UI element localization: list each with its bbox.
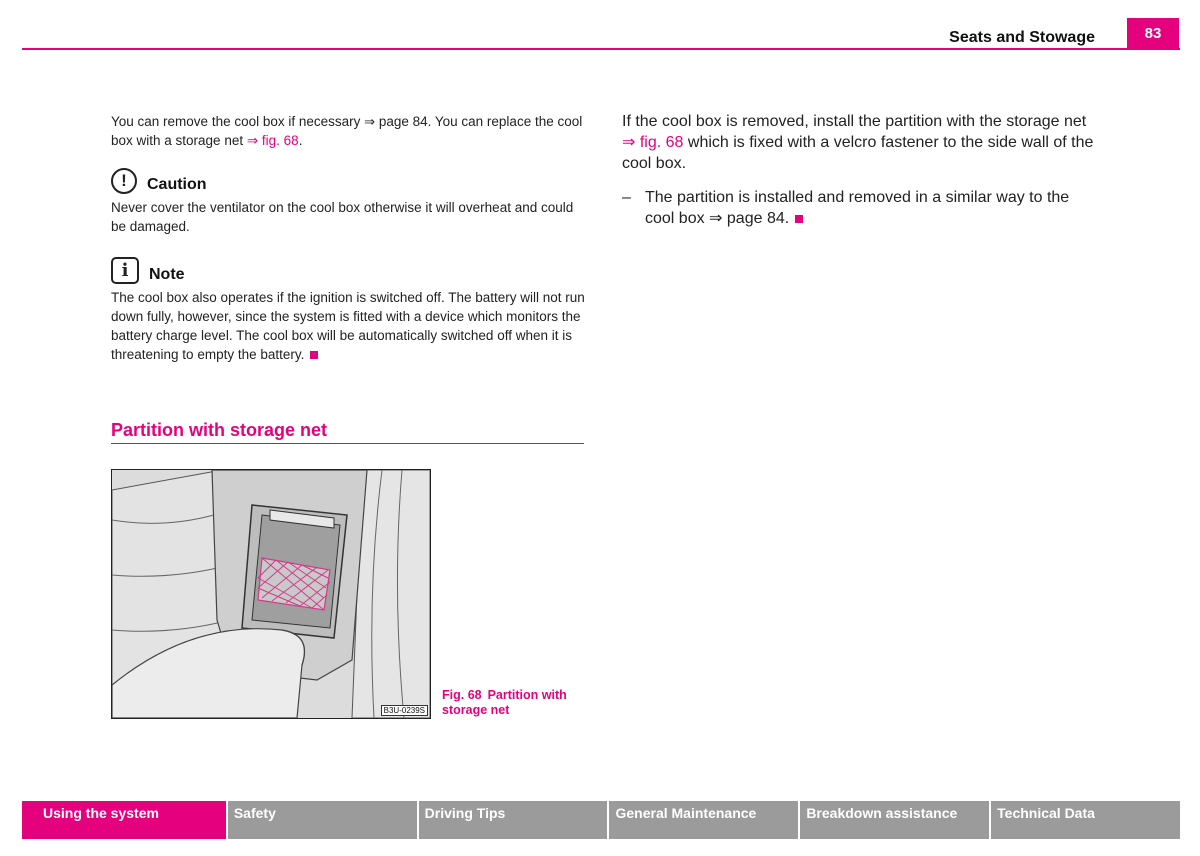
caution-box	[111, 168, 586, 236]
intro-text-2: page 84. You can replace the cool box with a storage net	[111, 114, 583, 148]
fig-68-link-right[interactable]: ⇒ fig. 68	[622, 134, 684, 151]
note-text	[111, 288, 586, 364]
figure-caption	[442, 688, 587, 718]
right-column	[622, 111, 1097, 229]
intro-paragraph	[111, 112, 586, 150]
partition-text-2: which is fixed with a velcro fastener to the side wall of the cool box.	[622, 134, 1094, 172]
dash-bullet: –	[622, 189, 631, 206]
arrow-icon: ⇒	[364, 114, 376, 129]
note-body: The cool box also operates if the ignition is switched off. The battery will not run down fully, however, since the system is fitted with a device which monitors the battery charge level. The cool box will be automatically switched off when it is threatening to empty the battery.	[111, 290, 585, 362]
note-box	[111, 256, 586, 364]
note-title: Note	[149, 266, 185, 283]
info-icon: i	[111, 257, 139, 284]
caution-text: Never cover the ventilator on the cool box otherwise it will overheat and could be damaged.	[111, 200, 574, 234]
fig-68-link[interactable]: ⇒ fig. 68	[246, 133, 299, 148]
nav-tab-technical-data[interactable]: Technical Data	[991, 801, 1180, 839]
figure-code: B3U-0239S	[381, 705, 428, 716]
nav-tab-general-maintenance[interactable]: General Maintenance	[609, 801, 798, 839]
nav-tab-driving-tips[interactable]: Driving Tips	[419, 801, 608, 839]
instruction-text	[645, 187, 1097, 229]
instruction-text-2: page 84.	[722, 210, 790, 227]
chapter-title: Seats and Stowage	[949, 29, 1095, 46]
nav-tab-breakdown-assistance[interactable]: Breakdown assistance	[800, 801, 989, 839]
end-marker-icon	[310, 351, 318, 359]
nav-tab-safety[interactable]: Safety	[228, 801, 417, 839]
section-heading: Partition with storage net	[111, 420, 584, 444]
partition-paragraph	[622, 111, 1097, 174]
partition-text-1: If the cool box is removed, install the partition with the storage net	[622, 113, 1087, 130]
page-number: 83	[1127, 18, 1179, 49]
instruction-text-1: The partition is installed and removed in a similar way to the cool box	[645, 189, 1070, 227]
note-header	[111, 256, 586, 284]
header-rule	[22, 48, 1180, 50]
caution-header	[111, 168, 586, 194]
caution-icon: !	[111, 168, 137, 194]
arrow-icon-right: ⇒	[709, 210, 723, 227]
figure-68-illustration	[111, 469, 431, 719]
footer-navigation	[22, 801, 1180, 839]
end-marker-icon-right	[795, 215, 803, 223]
left-column	[111, 112, 586, 364]
figure-label: Fig. 68	[442, 688, 482, 702]
intro-text-1: You can remove the cool box if necessary	[111, 114, 365, 129]
nav-tab-using-the-system[interactable]: Using the system	[22, 801, 226, 839]
intro-text-3: .	[298, 133, 303, 148]
instruction-item	[622, 187, 1097, 229]
caution-title: Caution	[147, 176, 207, 193]
rear-seat-armrest-drawing	[112, 470, 430, 718]
figure-caption-text: Partition with storage net	[442, 688, 567, 717]
